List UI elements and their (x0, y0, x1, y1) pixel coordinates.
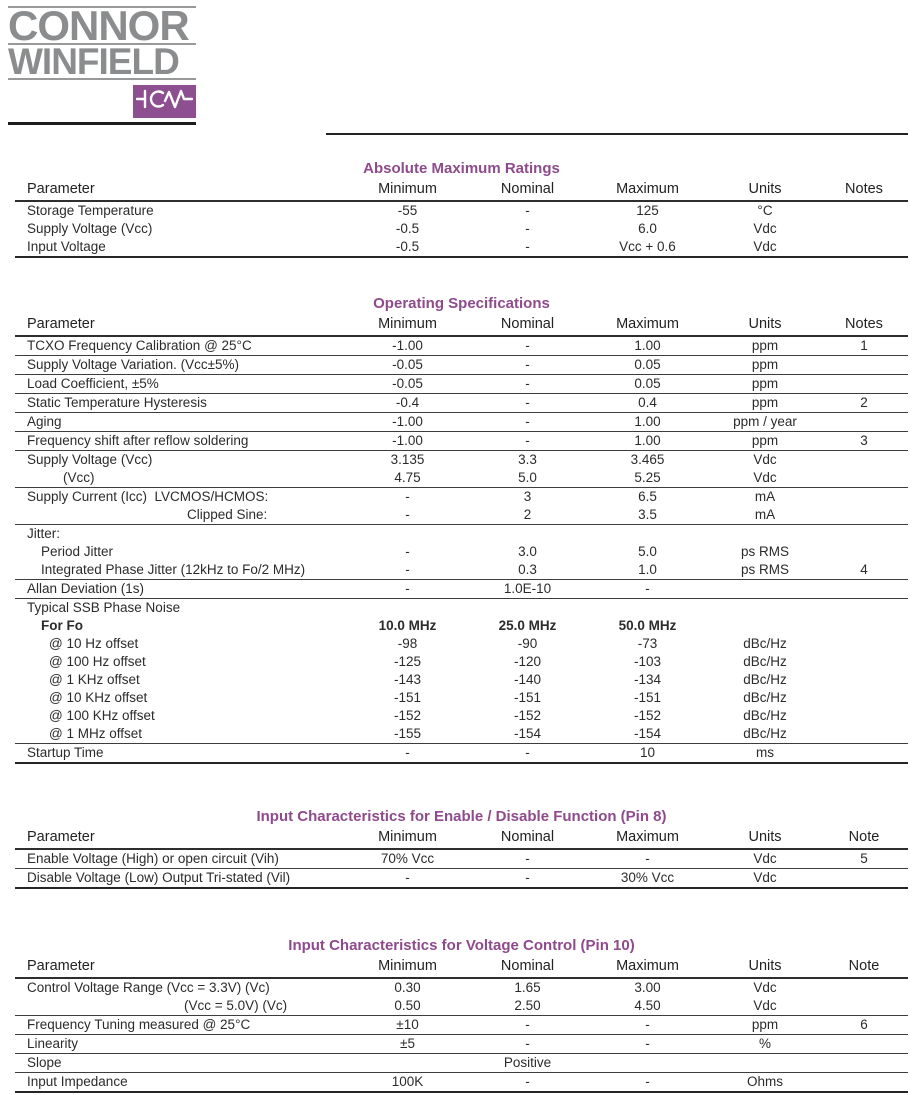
cell-nominal: - (470, 356, 585, 375)
cell-units: ppm (710, 375, 820, 394)
cell-minimum: - (405, 489, 410, 504)
cell-units: dBc/Hz (743, 636, 787, 651)
cell-units: ppm (710, 1016, 820, 1035)
section-operating-specifications (15, 295, 908, 764)
table-row (15, 238, 908, 257)
table-row (15, 220, 908, 238)
cell-parameter: Typical SSB Phase Noise (27, 600, 181, 615)
cell-nominal: -140 (513, 672, 542, 687)
table-row (15, 1016, 908, 1035)
cell-maximum: - (585, 1073, 710, 1093)
cell-parameter: Enable Voltage (High) or open circuit (Vih) (15, 849, 345, 869)
cell-nominal: - (525, 221, 530, 236)
spec-table-absolute-maximum-ratings (15, 181, 908, 258)
cell-notes (820, 375, 908, 394)
cell-notes (820, 201, 908, 220)
cell-parameter: (Vcc = 5.0V) (Vc) (15, 997, 345, 1016)
cell-nominal: -151 (513, 690, 542, 705)
table-row (15, 375, 908, 394)
cell-nominal: - (470, 869, 585, 889)
cell-parameter: @ 10 Hz offset (49, 636, 139, 651)
table-row (15, 707, 908, 725)
table-row (15, 561, 908, 580)
cell-notes (820, 220, 908, 238)
cell-minimum: 10.0 MHz (378, 618, 437, 633)
column-header-notes: Notes (820, 316, 908, 336)
column-header-units: Units (710, 181, 820, 201)
column-header-nominal: Nominal (470, 181, 585, 201)
table-row (15, 869, 908, 889)
table-row (15, 1054, 908, 1073)
cell-notes (820, 671, 908, 689)
cell-note (820, 978, 908, 997)
cell-maximum: 0.05 (585, 356, 710, 375)
cell-notes: 3 (820, 432, 908, 451)
cell-nominal (470, 525, 585, 544)
table-title: Input Characteristics for Enable / Disable Function (Pin 8) (256, 808, 667, 825)
column-header-parameter: Parameter (15, 316, 345, 336)
column-header-units: Units (710, 829, 820, 849)
cell-minimum: - (345, 744, 470, 764)
cell-units: mA (710, 506, 820, 525)
cell-notes (820, 543, 908, 561)
column-header-minimum: Minimum (345, 958, 470, 978)
cell-parameter: Period Jitter (41, 544, 114, 559)
cell-nominal: 3.0 (518, 544, 537, 559)
cell-nominal: - (470, 413, 585, 432)
cell-nominal: 1.65 (514, 980, 541, 995)
cell-maximum: -103 (633, 654, 662, 669)
column-header-notes: Notes (820, 181, 908, 201)
column-header-units: Units (710, 316, 820, 336)
cell-maximum (585, 525, 710, 544)
cell-minimum: -0.05 (345, 356, 470, 375)
cell-parameter: Allan Deviation (1s) (15, 580, 345, 599)
cell-units: ppm (710, 336, 820, 356)
cell-notes (820, 469, 908, 488)
table-title: Operating Specifications (373, 295, 550, 312)
cell-maximum: - (585, 1016, 710, 1035)
cell-note (820, 997, 908, 1016)
cell-units: % (710, 1035, 820, 1054)
cell-nominal: - (470, 375, 585, 394)
logo-word-winfield: WINFIELD (8, 45, 179, 78)
cell-nominal: -152 (513, 708, 542, 723)
header-row (15, 181, 908, 201)
column-header-nominal: Nominal (470, 829, 585, 849)
cell-maximum: -73 (637, 636, 658, 651)
table-row (15, 1073, 908, 1093)
cell-minimum: 3.135 (390, 452, 425, 467)
cell-nominal: - (470, 849, 585, 869)
cell-maximum: 1.00 (585, 336, 710, 356)
table-row (15, 394, 908, 413)
cell-notes (820, 525, 908, 544)
cell-parameter: @ 1 KHz offset (49, 672, 140, 687)
cell-units: dBc/Hz (743, 654, 787, 669)
table-row (15, 849, 908, 869)
cell-units: ppm / year (710, 413, 820, 432)
cell-minimum: ±5 (345, 1035, 470, 1054)
cell-notes (820, 689, 908, 707)
cell-nominal: - (470, 238, 585, 257)
cell-minimum: 70% Vcc (345, 849, 470, 869)
cell-maximum: 3.00 (634, 980, 661, 995)
spec-table-enable-disable-pin8 (15, 829, 908, 889)
table-row (15, 336, 908, 356)
table-row (15, 978, 908, 997)
cell-nominal: 0.3 (470, 561, 585, 580)
cell-parameter: Supply Voltage Variation. (Vcc±5%) (15, 356, 345, 375)
cell-nominal (470, 599, 585, 618)
cell-parameter: Supply Voltage (Vcc) (27, 452, 153, 467)
section-voltage-control-pin10 (15, 937, 908, 1093)
table-row (15, 997, 908, 1016)
cell-notes (820, 580, 908, 599)
cell-parameter: @ 1 MHz offset (15, 725, 345, 744)
cell-notes: 4 (820, 561, 908, 580)
table-row (15, 469, 908, 488)
cell-units: ms (710, 744, 820, 764)
cell-notes (820, 725, 908, 744)
table-title: Input Characteristics for Voltage Control (Pin 10) (288, 937, 635, 954)
cell-maximum: 4.50 (585, 997, 710, 1016)
header-row (15, 829, 908, 849)
cell-maximum: - (585, 849, 710, 869)
cell-notes: 2 (820, 394, 908, 413)
cell-nominal: - (470, 336, 585, 356)
section-absolute-maximum-ratings (15, 160, 908, 258)
table-row (15, 1035, 908, 1054)
cell-maximum: 6.5 (638, 489, 657, 504)
cell-minimum: -1.00 (345, 413, 470, 432)
cell-units: mA (754, 489, 776, 504)
table-row (15, 525, 908, 544)
cell-units: ps RMS (740, 544, 789, 559)
cell-minimum: -55 (397, 203, 418, 218)
cell-minimum: - (345, 869, 470, 889)
cell-minimum: -0.5 (345, 238, 470, 257)
cell-nominal: - (470, 432, 585, 451)
cell-units: Vdc (710, 869, 820, 889)
cell-units: °C (757, 203, 773, 218)
cell-parameter: Clipped Sine: (15, 506, 345, 525)
cell-maximum: 6.0 (638, 221, 657, 236)
cell-parameter: Startup Time (15, 744, 345, 764)
table-row (15, 201, 908, 220)
column-header-minimum: Minimum (345, 829, 470, 849)
column-header-maximum: Maximum (585, 316, 710, 336)
cell-units: ppm (710, 356, 820, 375)
cell-parameter: For Fo (41, 618, 83, 633)
cell-units (710, 617, 820, 635)
cell-units: Vdc (710, 997, 820, 1016)
table-row (15, 689, 908, 707)
table-row (15, 725, 908, 744)
column-header-note: Note (820, 958, 908, 978)
cell-note (820, 869, 908, 889)
cell-parameter: Jitter: (27, 526, 61, 541)
column-header-minimum: Minimum (345, 316, 470, 336)
cell-minimum: -152 (393, 708, 422, 723)
cell-parameter: Aging (15, 413, 345, 432)
cell-parameter: Integrated Phase Jitter (12kHz to Fo/2 MHz) (15, 561, 345, 580)
cell-units: Vdc (753, 980, 777, 995)
cell-notes (820, 599, 908, 618)
cell-minimum: - (345, 506, 470, 525)
column-header-note: Note (820, 829, 908, 849)
cell-nominal: - (470, 394, 585, 413)
table-title: Absolute Maximum Ratings (363, 160, 560, 177)
cell-minimum: ±10 (345, 1016, 470, 1035)
cell-nominal: - (470, 744, 585, 764)
cell-maximum: 3.465 (630, 452, 665, 467)
cell-parameter: Disable Voltage (Low) Output Tri-stated (Vil) (15, 869, 345, 889)
cell-parameter: Control Voltage Range (Vcc = 3.3V) (Vc) (27, 980, 270, 995)
cell-maximum: -151 (633, 690, 662, 705)
cell-parameter: (Vcc) (15, 469, 345, 488)
cell-units: Vdc (710, 469, 820, 488)
cell-nominal: 5.0 (470, 469, 585, 488)
cell-maximum: - (585, 580, 710, 599)
column-header-maximum: Maximum (585, 958, 710, 978)
cell-units: Vdc (710, 238, 820, 257)
header-row (15, 316, 908, 336)
cell-note: 5 (820, 849, 908, 869)
cell-parameter: Frequency shift after reflow soldering (15, 432, 345, 451)
cell-parameter: Supply Current (Icc) LVCMOS/HCMOS: (27, 489, 269, 504)
cell-nominal: 25.0 MHz (498, 618, 557, 633)
column-header-parameter: Parameter (15, 958, 345, 978)
cell-units: dBc/Hz (743, 708, 787, 723)
table-row (15, 744, 908, 764)
column-header-parameter: Parameter (15, 181, 345, 201)
cell-minimum: 100K (345, 1073, 470, 1093)
logo-word-connor: CONNOR (8, 8, 189, 43)
table-row (15, 451, 908, 470)
cell-nominal: - (470, 1073, 585, 1093)
spec-table-operating-specifications (15, 316, 908, 764)
cell-minimum: 4.75 (345, 469, 470, 488)
spec-tables-content (15, 0, 908, 1093)
cell-notes (820, 653, 908, 671)
cell-maximum: - (585, 1035, 710, 1054)
cell-units: ppm (710, 432, 820, 451)
cell-maximum: 10 (585, 744, 710, 764)
cell-minimum (345, 1054, 470, 1073)
cell-notes (820, 506, 908, 525)
cell-minimum: -0.4 (345, 394, 470, 413)
cell-minimum: - (345, 580, 470, 599)
cell-minimum: -125 (393, 654, 422, 669)
cell-note (820, 1054, 908, 1073)
cell-maximum: 5.0 (638, 544, 657, 559)
cell-units: dBc/Hz (743, 672, 787, 687)
cell-maximum: 5.25 (585, 469, 710, 488)
cell-maximum: -154 (585, 725, 710, 744)
section-enable-disable-pin8 (15, 808, 908, 889)
cell-parameter: Static Temperature Hysteresis (15, 394, 345, 413)
cell-note: 6 (820, 1016, 908, 1035)
cell-minimum: -1.00 (345, 432, 470, 451)
cell-notes (820, 744, 908, 764)
cell-nominal: -120 (513, 654, 542, 669)
cell-notes (820, 635, 908, 653)
cell-notes (820, 356, 908, 375)
cell-units: ps RMS (710, 561, 820, 580)
cell-notes (820, 238, 908, 257)
cell-minimum: -98 (397, 636, 418, 651)
cell-units (710, 599, 820, 618)
column-header-units: Units (710, 958, 820, 978)
table-row (15, 413, 908, 432)
cell-nominal: - (525, 203, 530, 218)
cell-nominal: 3 (523, 489, 532, 504)
cell-parameter: Input Impedance (15, 1073, 345, 1093)
cell-parameter: Storage Temperature (27, 203, 154, 218)
cell-parameter: Linearity (15, 1035, 345, 1054)
table-row (15, 432, 908, 451)
cell-parameter: Load Coefficient, ±5% (15, 375, 345, 394)
column-header-maximum: Maximum (585, 181, 710, 201)
cell-units: Vdc (753, 221, 777, 236)
spec-table-voltage-control-pin10 (15, 958, 908, 1093)
cell-parameter: @ 100 Hz offset (49, 654, 146, 669)
cell-maximum: 125 (636, 203, 659, 218)
cell-notes (820, 617, 908, 635)
cell-minimum: -0.5 (395, 221, 420, 236)
table-row (15, 599, 908, 618)
cell-maximum: 1.00 (585, 413, 710, 432)
cell-nominal: - (470, 1035, 585, 1054)
table-row (15, 671, 908, 689)
cell-units: Vdc (753, 452, 777, 467)
cell-parameter: @ 100 KHz offset (49, 708, 155, 723)
cell-notes (820, 707, 908, 725)
column-header-parameter: Parameter (15, 829, 345, 849)
cell-minimum: -0.05 (345, 375, 470, 394)
cell-maximum: 1.00 (585, 432, 710, 451)
table-row (15, 617, 908, 635)
cell-maximum: -134 (633, 672, 662, 687)
cell-minimum (345, 525, 470, 544)
cell-units (710, 580, 820, 599)
cell-units: dBc/Hz (743, 690, 787, 705)
cell-notes (820, 488, 908, 507)
cell-minimum: -143 (393, 672, 422, 687)
cell-minimum (345, 599, 470, 618)
cell-maximum: 1.0 (585, 561, 710, 580)
cell-maximum: Vcc + 0.6 (585, 238, 710, 257)
cell-notes (820, 413, 908, 432)
cell-maximum (585, 599, 710, 618)
cell-nominal: -90 (517, 636, 538, 651)
cell-nominal: 2 (470, 506, 585, 525)
cell-maximum: 30% Vcc (585, 869, 710, 889)
column-header-nominal: Nominal (470, 958, 585, 978)
cell-note (820, 1073, 908, 1093)
cell-units (710, 1054, 820, 1073)
table-row (15, 488, 908, 507)
cell-maximum: 50.0 MHz (618, 618, 677, 633)
cell-nominal: Positive (470, 1054, 585, 1073)
cell-nominal: 1.0E-10 (470, 580, 585, 599)
cell-note (820, 1035, 908, 1054)
table-row (15, 506, 908, 525)
cell-maximum: -152 (633, 708, 662, 723)
cell-nominal: - (470, 1016, 585, 1035)
cell-units: dBc/Hz (710, 725, 820, 744)
cell-nominal: 2.50 (470, 997, 585, 1016)
table-row (15, 635, 908, 653)
table-row (15, 580, 908, 599)
cell-maximum: 0.4 (585, 394, 710, 413)
cell-parameter: Supply Voltage (Vcc) (27, 221, 153, 236)
table-row (15, 653, 908, 671)
cell-parameter: @ 10 KHz offset (49, 690, 148, 705)
cell-parameter: Slope (15, 1054, 345, 1073)
cell-minimum: -1.00 (345, 336, 470, 356)
cell-minimum: - (345, 561, 470, 580)
cell-parameter: TCXO Frequency Calibration @ 25°C (15, 336, 345, 356)
cell-minimum: 0.50 (345, 997, 470, 1016)
cell-units: Ohms (710, 1073, 820, 1093)
column-header-nominal: Nominal (470, 316, 585, 336)
cell-minimum: 0.30 (394, 980, 421, 995)
cell-notes (820, 451, 908, 470)
cell-minimum: -151 (393, 690, 422, 705)
cell-maximum (585, 1054, 710, 1073)
cell-units (710, 525, 820, 544)
cell-units: ppm (710, 394, 820, 413)
cell-minimum: - (405, 544, 410, 559)
cell-notes: 1 (820, 336, 908, 356)
cell-units: Vdc (710, 849, 820, 869)
table-row (15, 543, 908, 561)
cell-nominal: 3.3 (518, 452, 537, 467)
cell-parameter: Input Voltage (15, 238, 345, 257)
cell-maximum: 0.05 (585, 375, 710, 394)
cell-minimum: -155 (345, 725, 470, 744)
cell-maximum: 3.5 (585, 506, 710, 525)
table-row (15, 356, 908, 375)
column-header-minimum: Minimum (345, 181, 470, 201)
cell-parameter: Frequency Tuning measured @ 25°C (15, 1016, 345, 1035)
column-header-maximum: Maximum (585, 829, 710, 849)
cell-nominal: -154 (470, 725, 585, 744)
header-row (15, 958, 908, 978)
